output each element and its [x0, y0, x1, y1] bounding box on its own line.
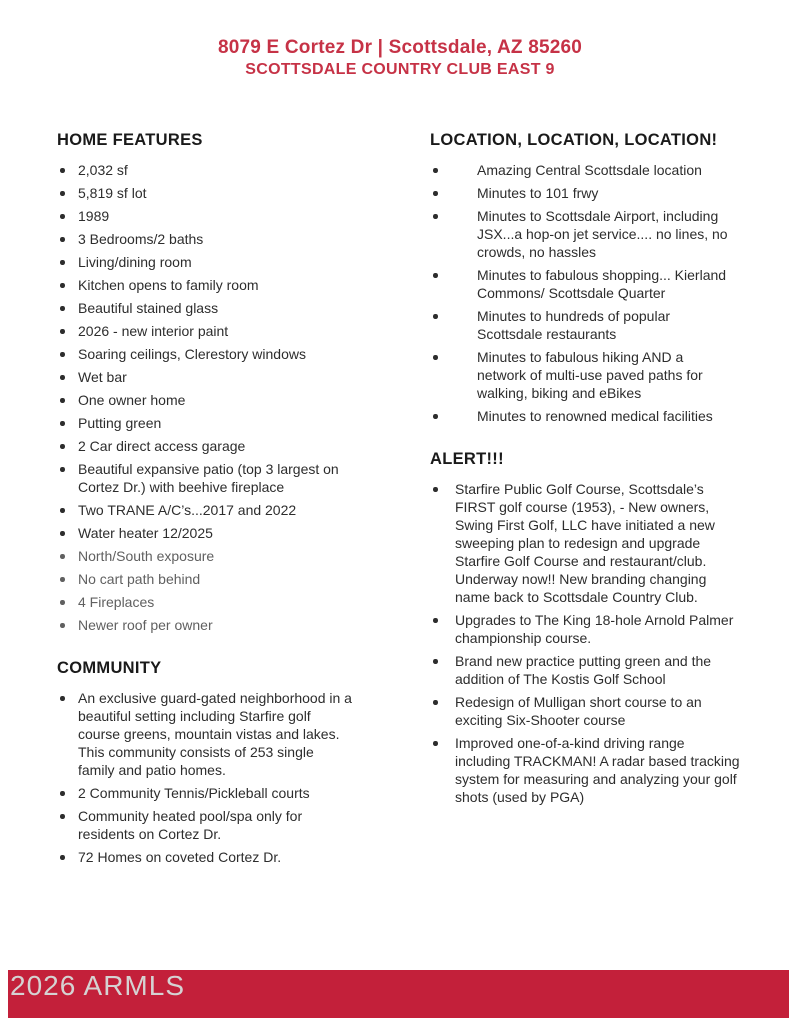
list-item: Redesign of Mulligan short course to an exciting Six-Shooter course: [430, 693, 741, 729]
list-item: One owner home: [57, 391, 354, 409]
community-heading: COMMUNITY: [57, 659, 162, 677]
list-item: Beautiful stained glass: [57, 299, 354, 317]
list-item: Minutes to Scottsdale Airport, including JSX...a hop-on jet service.... no lines, no crowds, no hassles: [430, 207, 731, 261]
section-home-features: [57, 130, 357, 634]
list-item: 2 Car direct access garage: [57, 437, 354, 455]
list-item: 2 Community Tennis/Pickleball courts: [57, 784, 354, 802]
list-item: Beautiful expansive patio (top 3 largest on Cortez Dr.) with beehive fireplace: [57, 460, 354, 496]
section-location: [430, 130, 750, 425]
header: [0, 36, 800, 80]
alert-heading: ALERT!!!: [430, 450, 504, 468]
list-item: Putting green: [57, 414, 354, 432]
list-item: Community heated pool/spa only for residents on Cortez Dr.: [57, 807, 354, 843]
list-item: Starfire Public Golf Course, Scottsdale’s FIRST golf course (1953), - New owners, Swing First Golf, LLC have initiated a new sweeping plan to redesign and upgrade Starfire Golf Course and restaurant/club. Underway now!! New branding changing name back to Scottsdale Country Club.: [430, 480, 741, 606]
list-item: Two TRANE A/C’s...2017 and 2022: [57, 501, 354, 519]
list-item: Minutes to 101 frwy: [430, 184, 731, 202]
list-item: 3 Bedrooms/2 baths: [57, 230, 354, 248]
list-item: No cart path behind: [57, 570, 354, 588]
section-alert: [430, 449, 750, 806]
list-item: 72 Homes on coveted Cortez Dr.: [57, 848, 354, 866]
list-item: Newer roof per owner: [57, 616, 354, 634]
list-item: Water heater 12/2025: [57, 524, 354, 542]
list-item: Amazing Central Scottsdale location: [430, 161, 731, 179]
alert-list: [430, 480, 750, 806]
home-features-heading: HOME FEATURES: [57, 131, 203, 149]
list-item: Wet bar: [57, 368, 354, 386]
page-subtitle: SCOTTSDALE COUNTRY CLUB EAST 9: [245, 61, 555, 78]
list-item: Minutes to fabulous shopping... Kierland Commons/ Scottsdale Quarter: [430, 266, 731, 302]
list-item: Minutes to fabulous hiking AND a network of multi-use paved paths for walking, biking and eBikes: [430, 348, 731, 402]
list-item: Kitchen opens to family room: [57, 276, 354, 294]
page-title: 8079 E Cortez Dr | Scottsdale, AZ 85260: [217, 37, 583, 58]
list-item: Soaring ceilings, Clerestory windows: [57, 345, 354, 363]
location-heading: LOCATION, LOCATION, LOCATION!: [430, 131, 718, 149]
list-item: 4 Fireplaces: [57, 593, 354, 611]
left-column: [57, 130, 357, 871]
list-item: Minutes to hundreds of popular Scottsdale restaurants: [430, 307, 731, 343]
list-item: 2,032 sf: [57, 161, 354, 179]
list-item: North/South exposure: [57, 547, 354, 565]
armls-watermark: 2026 ARMLS: [10, 970, 185, 1001]
location-list: [430, 161, 750, 425]
list-item: Brand new practice putting green and the addition of The Kostis Golf School: [430, 652, 741, 688]
community-list: [57, 689, 357, 866]
list-item: An exclusive guard-gated neighborhood in a beautiful setting including Starfire golf course greens, mountain vistas and lakes. This community consists of 253 single family and patio homes.: [57, 689, 354, 779]
armls-footer-bar: [8, 970, 789, 1018]
list-item: 2026 - new interior paint: [57, 322, 354, 340]
list-item: 1989: [57, 207, 354, 225]
list-item: 5,819 sf lot: [57, 184, 354, 202]
right-column: [430, 130, 750, 811]
list-item: Minutes to renowned medical facilities: [430, 407, 731, 425]
list-item: Upgrades to The King 18-hole Arnold Palmer championship course.: [430, 611, 741, 647]
home-features-list: [57, 161, 357, 634]
list-item: Improved one-of-a-kind driving range including TRACKMAN! A radar based tracking system for measuring and analyzing your golf shots (used by PGA): [430, 734, 741, 806]
list-item: Living/dining room: [57, 253, 354, 271]
section-community: [57, 658, 357, 866]
